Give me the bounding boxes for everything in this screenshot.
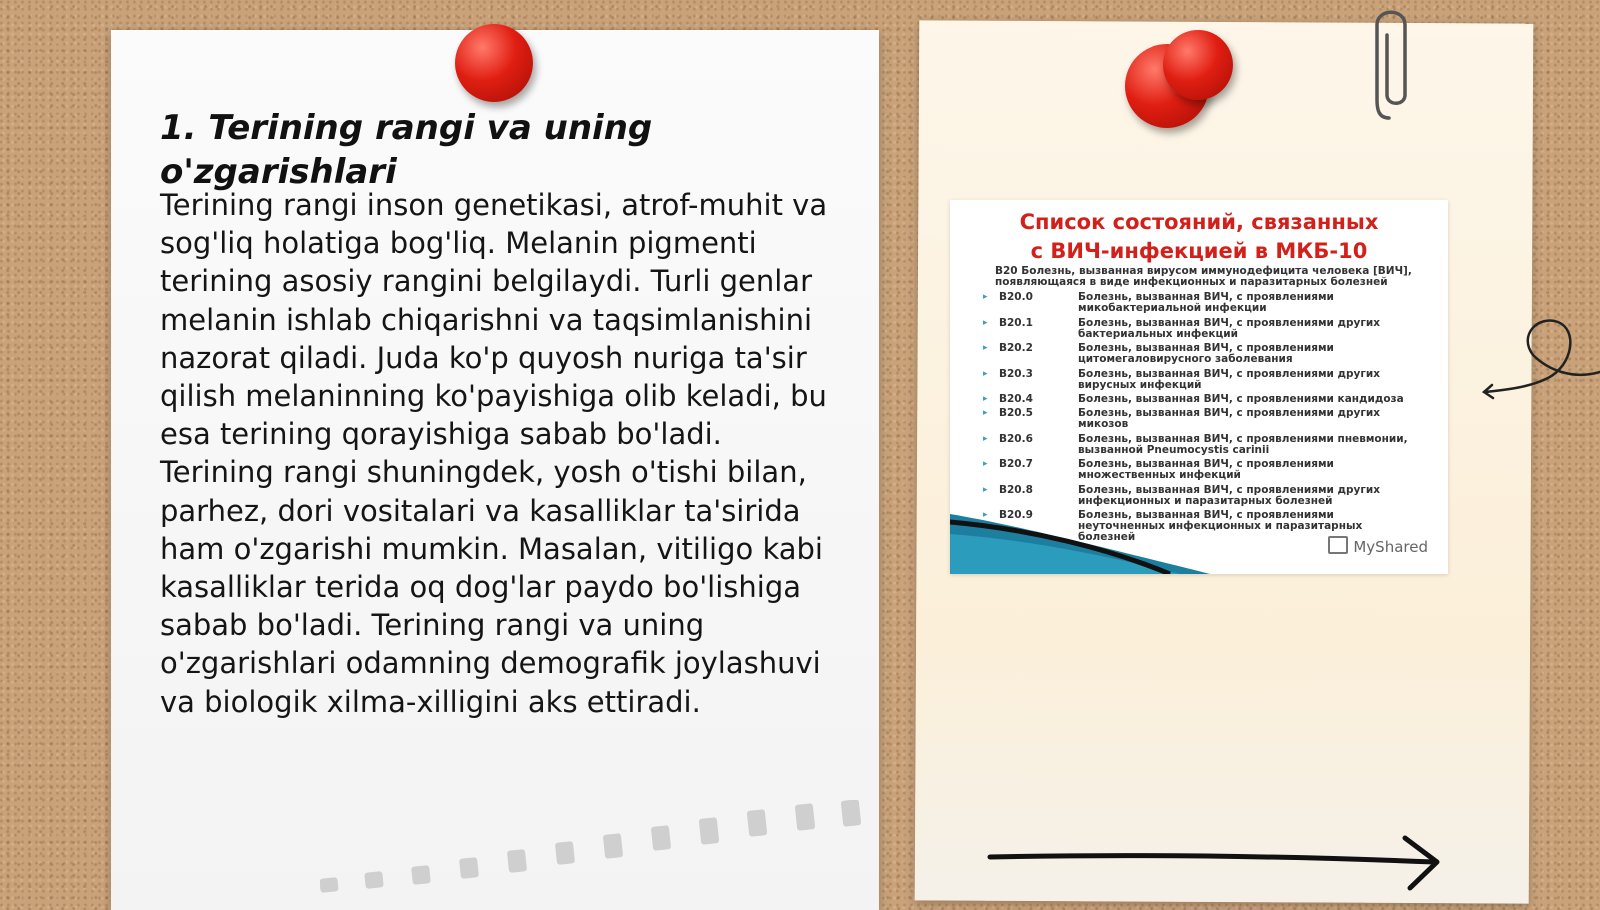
list-item — [983, 485, 1443, 511]
icd-code: B20.2 — [999, 342, 1033, 354]
icd-description: Болезнь, вызванная ВИЧ, с проявлениями других инфекционных и паразитарных болезней — [1078, 483, 1381, 507]
icd-description: Болезнь, вызванная ВИЧ, с проявлениями множественных инфекций — [1078, 458, 1334, 481]
bullet-icon: ▸ — [983, 408, 988, 418]
icd-code: B20.3 — [999, 367, 1033, 380]
icd-description: Болезнь, вызванная ВИЧ, с проявлениями цитомегаловирусного заболевания — [1078, 342, 1334, 365]
watermark-text: MyShared — [1353, 538, 1428, 556]
icd-code: B20.8 — [999, 483, 1033, 496]
icd-image-card — [950, 200, 1448, 574]
icd-code-list — [983, 291, 1443, 543]
icd-code: B20.7 — [999, 458, 1033, 470]
icd-code: B20.1 — [999, 316, 1033, 329]
icd-code: B20.6 — [999, 432, 1033, 445]
icd-description: Болезнь, вызванная ВИЧ, с проявлениями микобактериальной инфекции — [1078, 291, 1334, 314]
icd-intro-line: B20 Болезнь, вызванная вирусом иммунодефицита человека [ВИЧ], появляющаяся в виде инфекционных и паразитарных болезней — [995, 265, 1412, 288]
icd-code: B20.5 — [999, 407, 1033, 419]
bullet-icon: ▸ — [983, 459, 988, 469]
red-pushpin-icon — [1163, 30, 1233, 100]
icd-description: Болезнь, вызванная ВИЧ, с проявлениями других бактериальных инфекций — [1078, 316, 1381, 340]
right-arrow-icon — [985, 832, 1450, 892]
slide-body-text: Terining rangi inson genetikasi, atrof-muhit va sog'liq holatiga bog'liq. Melanin pigmenti terining asosiy rangini belgilaydi. Turli genlar melanin ishlab chiqarishni va taqsimlanishini nazorat qiladi. Juda ko'p quyosh nuriga ta'sir qilish melaninning ko'payishiga olib keladi, bu esa terining qorayishiga sabab bo'ladi. Terining rangi shuningdek, yosh o'tishi bilan, parhez, dori vositalari va kasalliklar ta'sirida ham o'zgarishi mumkin. Masalan, vitiligo kabi kasalliklar terida oq dog'lar paydo bo'lishiga sabab bo'ladi. Terining rangi va uning o'zgarishlari odamning demografik joylashuvi va biologik xilma-xilligini aks ettiradi. — [160, 188, 828, 719]
list-item — [983, 434, 1443, 460]
list-item — [983, 343, 1443, 369]
icd-description: Болезнь, вызванная ВИЧ, с проявлениями неуточненных инфекционных и паразитарных болезней — [1078, 509, 1363, 543]
bullet-icon: ▸ — [983, 317, 988, 328]
list-item — [983, 369, 1443, 395]
presentation-icon — [1328, 536, 1348, 554]
bullet-icon: ▸ — [983, 343, 988, 353]
icd-code: B20.0 — [999, 291, 1033, 303]
icd-title-line-2: с ВИЧ-инфекцией в МКБ-10 — [1030, 239, 1368, 263]
squiggle-arrow-doodle — [1478, 310, 1600, 410]
icd-title-line-1: Список состояний, связанных — [1019, 210, 1379, 234]
icd-description: Болезнь, вызванная ВИЧ, с проявлениями других вирусных инфекций — [1078, 367, 1381, 391]
bullet-icon: ▸ — [983, 484, 988, 495]
icd-image-title — [950, 208, 1448, 266]
icd-description: Болезнь, вызванная ВИЧ, с проявлениями кандидоза — [1078, 393, 1404, 405]
bullet-icon: ▸ — [983, 292, 988, 302]
list-item — [983, 394, 1443, 408]
list-item — [983, 318, 1443, 344]
icd-description: Болезнь, вызванная ВИЧ, с проявлениями других микозов — [1078, 407, 1381, 430]
bullet-icon: ▸ — [983, 510, 988, 520]
icd-code: B20.9 — [999, 509, 1033, 521]
list-item — [983, 459, 1443, 485]
paperclip-icon — [1375, 0, 1415, 125]
icd-description: Болезнь, вызванная ВИЧ, с проявлениями пневмонии, вызванной Pneumocystis carinii — [1078, 432, 1408, 456]
decorative-wave — [950, 514, 1210, 574]
red-pushpin-icon — [455, 24, 533, 102]
icd-code: B20.4 — [999, 393, 1033, 405]
bullet-icon: ▸ — [983, 368, 988, 379]
slide-title: 1. Terining rangi va uning o'zgarishlari — [160, 108, 653, 192]
myshared-watermark — [1328, 536, 1428, 556]
bullet-icon: ▸ — [983, 394, 988, 404]
list-item — [983, 292, 1443, 318]
torn-paper-edge — [320, 800, 880, 900]
bullet-icon: ▸ — [983, 433, 988, 444]
list-item — [983, 408, 1443, 434]
